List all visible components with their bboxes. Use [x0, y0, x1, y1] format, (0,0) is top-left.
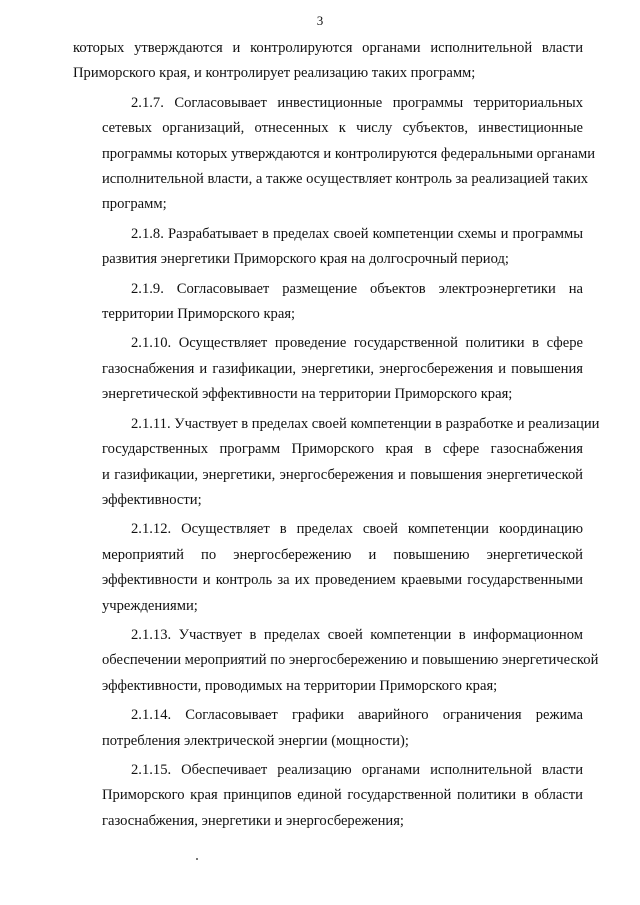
clause-paragraph [73, 758, 583, 834]
text-line: и газификации, энергетики, энергосбережения и повышения энергетической [102, 466, 583, 483]
text-line: 2.1.7. Согласовывает инвестиционные программы территориальных [131, 94, 583, 111]
clause-paragraph [73, 222, 583, 273]
text-line: программы которых утверждаются и контролируются федеральными органами [102, 145, 596, 162]
text-line: газоснабжения, энергетики и энергосбережения; [102, 812, 404, 829]
text-line: энергетической эффективности на территории Приморского края; [102, 386, 513, 403]
clause-paragraph [73, 277, 583, 328]
text-line: государственных программ Приморского края в сфере газоснабжения [102, 441, 583, 458]
clause-paragraph [73, 703, 583, 754]
text-line: исполнительной власти, а также осуществляет контроль за реализацией таких [102, 171, 589, 188]
text-line: территории Приморского края; [102, 306, 296, 323]
text-line: газоснабжения и газификации, энергетики, энергосбережения и повышения [102, 360, 583, 377]
text-line: 2.1.8. Разрабатывает в пределах своей компетенции схемы и программы [131, 225, 583, 242]
scan-speck [196, 858, 198, 860]
text-line: которых утверждаются и контролируются органами исполнительной власти [73, 40, 583, 56]
text-line: учреждениями; [102, 597, 198, 614]
document-body [73, 36, 600, 838]
text-line: Приморского края, и контролирует реализацию таких программ; [73, 65, 476, 82]
text-line: потребления электрической энергии (мощности); [102, 732, 409, 749]
text-line: эффективности, проводимых на территории Приморского края; [102, 677, 498, 694]
text-line: Приморского края принципов единой государственной политики в области [102, 787, 583, 804]
text-line: 2.1.11. Участвует в пределах своей компетенции в разработке и реализации [131, 415, 600, 432]
clause-paragraph [73, 91, 596, 218]
clause-paragraph [73, 412, 600, 514]
text-line: 2.1.13. Участвует в пределах своей компетенции в информационном [131, 626, 583, 643]
continuation-paragraph [73, 36, 583, 87]
clause-paragraph [73, 517, 583, 619]
text-line: эффективности; [102, 491, 202, 508]
clause-paragraph [73, 623, 599, 699]
text-line: мероприятий по энергосбережению и повышению энергетической [102, 546, 583, 563]
text-line: 2.1.15. Обеспечивает реализацию органами исполнительной власти [131, 761, 583, 778]
clause-paragraph [73, 331, 583, 407]
text-line: развития энергетики Приморского края на долгосрочный период; [102, 251, 509, 268]
page-number: 3 [316, 13, 324, 28]
text-line: обеспечении мероприятий по энергосбережению и повышению энергетической [102, 652, 599, 669]
text-line: эффективности и контроль за их проведением краевыми государственными [102, 572, 583, 589]
text-line: 2.1.10. Осуществляет проведение государственной политики в сфере [131, 335, 583, 352]
text-line: сетевых организаций, отнесенных к числу субъектов, инвестиционные [102, 120, 583, 137]
text-line: программ; [102, 196, 167, 213]
text-line: 2.1.14. Согласовывает графики аварийного ограничения режима [131, 707, 583, 724]
text-line: 2.1.9. Согласовывает размещение объектов электроэнергетики на [131, 280, 583, 297]
text-line: 2.1.12. Осуществляет в пределах своей компетенции координацию [131, 521, 583, 538]
